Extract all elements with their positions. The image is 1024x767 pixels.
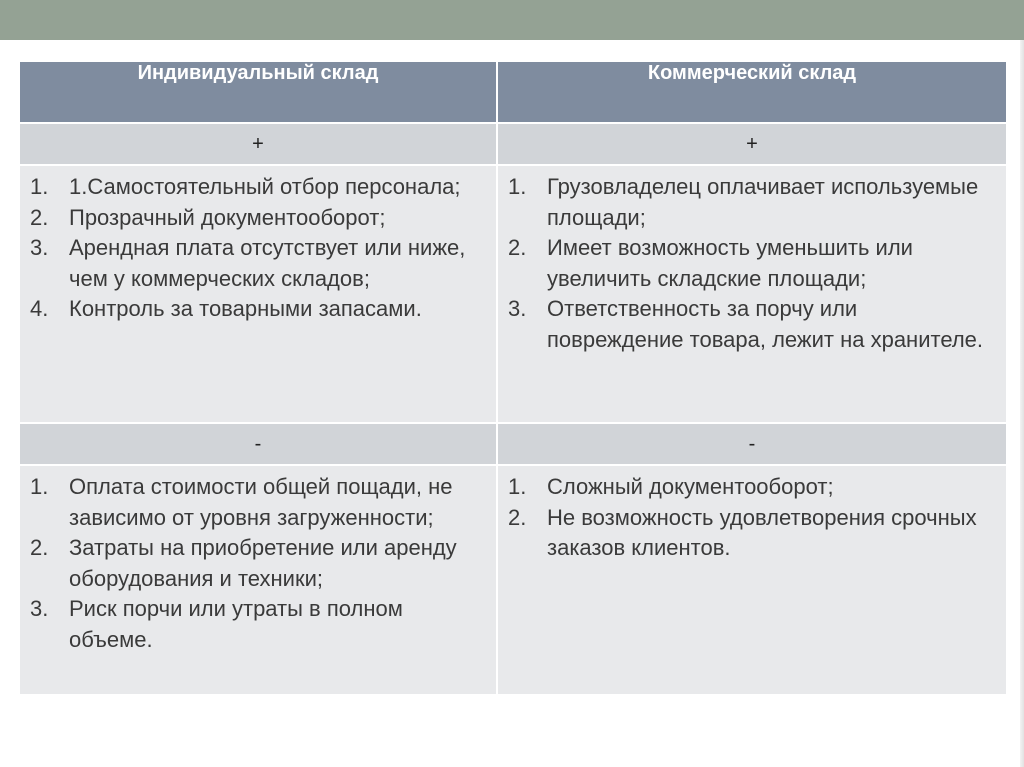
- warehouse-comparison-table: [18, 60, 1008, 696]
- item-text: Затраты на приобретение или аренду оборудования и техники;: [69, 535, 457, 591]
- item-text: Имеет возможность уменьшить или увеличить складские площади;: [547, 235, 913, 291]
- item-number: 2.: [30, 204, 49, 230]
- list-item: [30, 294, 482, 325]
- item-number: 2.: [30, 535, 49, 560]
- item-number: 3.: [30, 235, 49, 260]
- list-item: [30, 472, 482, 533]
- cons-label-row: [19, 423, 1007, 465]
- list-item: [30, 203, 482, 234]
- cons-commercial-cell: [497, 465, 1007, 695]
- item-text: Оплата стоимости общей пощади, не зависимо от уровня загруженности;: [69, 474, 453, 530]
- item-text: Не возможность удовлетворения срочных заказов клиентов.: [547, 504, 977, 560]
- top-decorative-band: [0, 0, 1024, 40]
- pros-label-individual: +: [19, 123, 497, 165]
- item-text: Арендная плата отсутствует или ниже, чем у коммерческих складов;: [69, 235, 466, 291]
- list-item: [30, 233, 482, 294]
- pros-individual-cell: [19, 165, 497, 423]
- item-text: Сложный документооборот;: [547, 474, 834, 499]
- item-text: Грузовладелец оплачивает используемые площади;: [547, 174, 979, 230]
- item-number: 2.: [508, 504, 527, 530]
- pros-commercial-list: [508, 172, 992, 355]
- cons-commercial-list: [508, 472, 992, 564]
- list-item: [508, 472, 992, 503]
- header-row: [19, 61, 1007, 123]
- item-text: 1.Самостоятельный отбор персонала;: [69, 174, 461, 199]
- list-item: [508, 172, 992, 233]
- pros-row: [19, 165, 1007, 423]
- pros-label-commercial: +: [497, 123, 1007, 165]
- item-number: 2.: [508, 235, 527, 260]
- item-number: 1.: [30, 474, 49, 499]
- header-individual-warehouse: Индивидуальный склад: [19, 61, 497, 123]
- item-text: Ответственность за порчу или повреждение товара, лежит на хранителе.: [547, 296, 984, 352]
- list-item: [30, 172, 482, 203]
- list-item: [508, 503, 992, 564]
- cons-row: [19, 465, 1007, 695]
- list-item: [30, 533, 482, 594]
- pros-individual-list: [30, 172, 482, 325]
- pros-label-row: [19, 123, 1007, 165]
- pros-commercial-cell: [497, 165, 1007, 423]
- item-number: 1.: [508, 474, 527, 499]
- cons-individual-cell: [19, 465, 497, 695]
- cons-individual-list: [30, 472, 482, 655]
- list-item: [508, 294, 992, 355]
- item-text: Прозрачный документооборот;: [69, 204, 386, 230]
- item-text: Контроль за товарными запасами.: [69, 296, 422, 321]
- header-commercial-warehouse: Коммерческий склад: [497, 61, 1007, 123]
- item-number: 1.: [508, 174, 527, 199]
- item-number: 4.: [30, 296, 49, 321]
- cons-label-commercial: -: [497, 423, 1007, 465]
- list-item: [508, 233, 992, 294]
- page-edge-shadow: [1020, 40, 1024, 767]
- item-text: Риск порчи или утраты в полном объеме.: [69, 596, 403, 652]
- cons-label-individual: -: [19, 423, 497, 465]
- item-number: 3.: [30, 596, 49, 621]
- item-number: 1.: [30, 174, 49, 199]
- list-item: [30, 594, 482, 655]
- item-number: 3.: [508, 296, 527, 321]
